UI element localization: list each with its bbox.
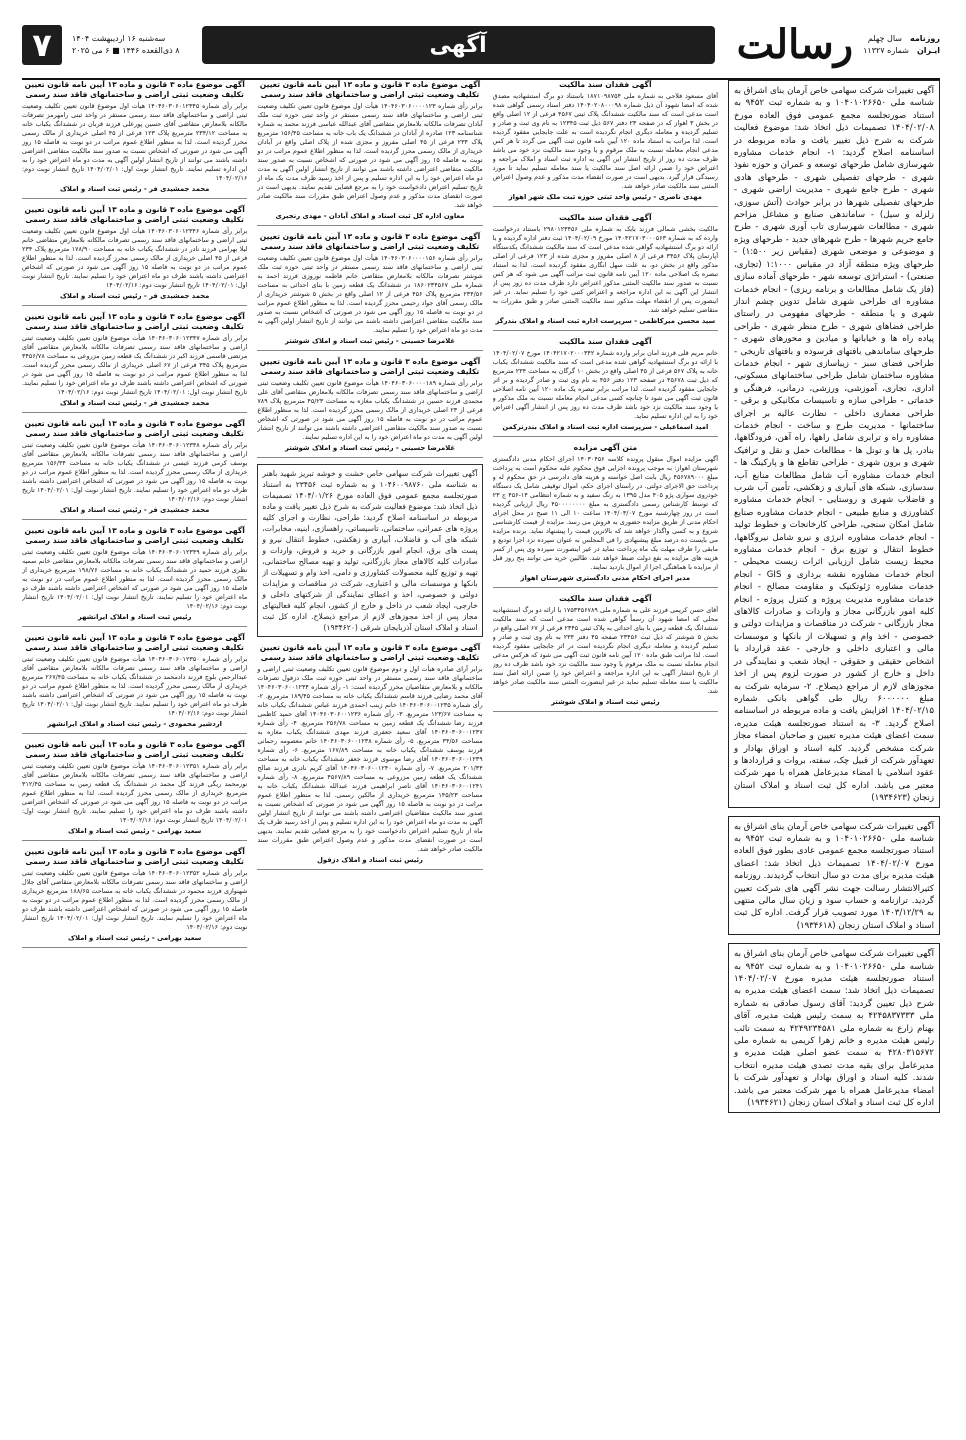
notice (493, 80, 718, 207)
notice-signature: رئیس ثبت اسناد و املاک شوشتر (551, 698, 660, 706)
notice-signature: سید محسن میرکاظمی - سرپرست اداره ثبت اسناد و املاک بندرگز (495, 317, 716, 325)
notice-signature: محمد جمشیدی فر - رئیس ثبت اسناد و املاک (59, 185, 210, 193)
notice-signature: رئیس ثبت اسناد و املاک ایرانشهر (77, 613, 192, 621)
notice-body: برابر رأی شماره ۱۴۰۴۶۰۳۰۶۰۰۰۰۱۵۶ هیأت اول موضوع قانون تعیین تکلیف وضعیت ثبتی اراضی و ساختمانهای فاقد سند رسمی مستقر در واحد ثبتی حوزه ثبت ملک شوشتر تصرفات مالکانه بلامعارض متقاضی خانم فاطمه نوروزی فرزند احمد به شماره ملی ۱۸۶۰۲۳۴۵۶۷ در ششدانگ یک قطعه زمین با بنای احداثی به مساحت ۲۳۴/۵۶ مترمربع پلاک ۴۵۶ فرعی از ۱۲ اصلی واقع در بخش ۵ شوشتر خریداری از مالک رسمی آقای جواد رحیمی محرز گردیده است. لذا به منظور اطلاع عموم مراتب در دو نوبت به فاصله ۱۵ روز آگهی می شود در صورتی که اشخاص نسبت به صدور سند مالکیت متقاضی اعتراضی داشته باشند می توانند از تاریخ انتشار اولین آگهی به مدت دو ماه اعتراض خود را تسلیم نمایند. (257, 254, 483, 334)
notice (493, 337, 718, 437)
notice-body: برابر رأی شماره ۱۴۰۴۶۰۳۰۶۰۱۲۳۵۱ هیأت موضوع قانون تعیین تکلیف وضعیت ثبتی اراضی و ساختمانهای فاقد سند رسمی تصرفات مالکانه بلامعارض متقاضی آقای نورمحمد ریگی فرزند گل محمد در ششدانگ یک قطعه زمین به مساحت ۳۱۲/۴۵ مترمربع خریداری از مالک رسمی محرز گردیده است. لذا به منظور اطلاع عموم مراتب در دو نوبت به فاصله ۱۵ روز آگهی می شود در صورتی که اشخاص اعتراضی داشته باشند ظرف دو ماه اعتراض خود را تسلیم نمایند. تاریخ انتشار نوبت اول: ۱۴۰۴/۰۲/۰۱ تاریخ انتشار نوبت دوم: ۱۴۰۴/۰۲/۱۶ (22, 762, 248, 824)
notice (22, 419, 247, 520)
notice (493, 594, 718, 712)
notice-signature: محمد جمشیدی فر - رئیس ثبت اسناد و املاک (59, 292, 210, 300)
notice (257, 643, 482, 870)
notice-body: آگهی مزایده اموال منقول پرونده کلاسه ۱۴۰۳۰۴۵۶ اجرای احکام مدنی دادگستری شهرستان اهواز: به موجب پرونده اجرایی فوق محکوم علیه محکوم است به پرداخت مبلغ ۴۵۶۷۸۹۰۰۰ ریال بابت اصل خواسته و هزینه های دادرسی در حق محکوم له و پرداخت حق الاجرای دولتی. در راستای اجرای حکم، اموال توقیفی شامل یک دستگاه خودروی سواری پژو ۴۰۵ مدل ۱۳۹۵ به رنگ سفید و به شماره انتظامی ۱۴-۴۵۶ ج ۲۳ که توسط کارشناس رسمی دادگستری به مبلغ ۴۵۰۰۰۰۰۰۰۰ ریال ارزیابی گردیده است در روز چهارشنبه مورخ ۱۴۰۴/۰۳/۰۷ ساعت ۱۰ الی ۱۱ صبح در محل اجرای احکام مدنی از طریق مزایده حضوری به فروش می رسد. مزایده از قیمت کارشناسی شروع و به کسی واگذار خواهد شد که بالاترین قیمت را پیشنهاد نماید. برنده مزایده می بایست ده درصد مبلغ پیشنهادی را فی المجلس به عنوان سپرده نزد اجرا تودیع و مابقی را ظرف مهلت یک ماه پرداخت نماید در غیر اینصورت سپرده وی پس از کسر هزینه های مزایده به نفع دولت ضبط خواهد شد. طالبین خرید می توانند پنج روز قبل از مزایده با هماهنگی اجرا از اموال بازدید نمایند. (492, 455, 718, 571)
company-ad-2 (728, 816, 940, 936)
notice-body: برابر رأی شماره ۱۴۰۴۶۰۳۰۶۰۰۰۰۱۸۹ هیأت موضوع قانون تعیین تکلیف وضعیت ثبتی اراضی و ساختمانهای فاقد سند رسمی تصرفات مالکانه بلامعارض متقاضی آقای علی محمدی فرزند حسین در ششدانگ یکباب مغازه به مساحت ۴۵/۲۳ مترمربع پلاک ۷۸۹ فرعی از ۲۳ اصلی خریداری از مالک رسمی محرز گردیده است. لذا به منظور اطلاع عموم مراتب در دو نوبت به فاصله ۱۵ روز آگهی می شود در صورتی که اشخاص نسبت به صدور سند مالکیت متقاضی اعتراضی داشته باشند می توانند از تاریخ انتشار اولین آگهی به مدت دو ماه اعتراض خود را به این اداره تسلیم نمایند. (257, 379, 483, 441)
notice-title: آگهی موضوع ماده ۳ قانون و ماده ۱۳ آیین نامه قانون تعیین تکلیف وضعیت ثبتی اراضی و ساختمانهای فاقد سند رسمی (24, 526, 245, 545)
notice-body: برابر آرای صادره هیأت اول و دوم موضوع قانون تعیین تکلیف وضعیت ثبتی اراضی و ساختمانهای فاقد سند رسمی مستقر در واحد ثبتی حوزه ثبت ملک دزفول تصرفات مالکانه و بلامعارض متقاضیان محرز گردیده است: ۱- رأی شماره ۱۴۰۴۶۰۳۰۶۰۰۱۲۳۴ آقای محمد رضایی فرزند قاسم ششدانگ یکباب خانه به مساحت ۱۸۹/۴۵ مترمربع. ۲- رأی شماره ۱۴۰۴۶۰۳۰۶۰۰۱۲۳۵ خانم زینب احمدی فرزند عباس ششدانگ یکباب خانه به مساحت ۱۲۳/۶۷ مترمربع. ۳- رأی شماره ۱۴۰۴۶۰۳۰۶۰۰۱۲۳۶ آقای حمید کاظمی فرزند رضا ششدانگ یک قطعه زمین به مساحت ۲۵۶/۷۸ مترمربع. ۴- رأی شماره ۱۴۰۴۶۰۳۰۶۰۰۱۲۳۷ آقای سعید جعفری فرزند مهدی ششدانگ یکباب مغازه به مساحت ۳۴/۵۶ مترمربع. ۵- رأی شماره ۱۴۰۴۶۰۳۰۶۰۰۱۲۳۸ خانم معصومه رحمانی فرزند یوسف ششدانگ یکباب خانه به مساحت ۱۶۷/۸۹ مترمربع. ۶- رأی شماره ۱۴۰۴۶۰۳۰۶۰۰۱۲۳۹ آقای رضا موسوی فرزند جعفر ششدانگ یکباب خانه به مساحت ۲۰۱/۳۴ مترمربع. ۷- رأی شماره ۱۴۰۴۶۰۳۰۶۰۰۱۲۴۰ آقای کریم نادری فرزند صالح ششدانگ یک قطعه زمین مزروعی به مساحت ۴۵۶۷/۸۹ مترمربع. ۸- رأی شماره ۱۴۰۴۶۰۳۰۶۰۰۱۲۴۱ آقای ناصر ابراهیمی فرزند عبدالله ششدانگ یکباب خانه به مساحت ۱۴۵/۲۳ مترمربع خریداری از مالکین رسمی. لذا به منظور اطلاع عموم مراتب در دو نوبت به فاصله ۱۵ روز آگهی می شود در صورتی که اشخاص نسبت به صدور سند مالکیت متقاضیان اعتراضی داشته باشند می توانند از تاریخ انتشار اولین آگهی به مدت دو ماه اعتراض خود را به این اداره تسلیم و پس از اخذ رسید ظرف یک ماه از تاریخ تسلیم اعتراض دادخواست خود را به مرجع قضایی تقدیم نمایند. بدیهی است در صورت انقضای مدت مذکور و عدم وصول اعتراض طبق مقررات سند مالکیت صادر خواهد شد. (257, 665, 483, 853)
company-ad-4-body: آگهی تغییرات شرکت سهامی خاص خشت و خوشه تبریز شهید باهنر به شناسه ملی ۱۰۴۶۰۰۹۸۷۶۰ و به شماره ثبت ۲۳۴۵۶ به استناد صورتجلسه مجمع عمومی فوق العاده مورخ ۱۴۰۴/۰۱/۲۶ تصمیمات ذیل اتخاذ شد: موضوع فعالیت شرکت به شرح ذیل تغییر یافت و ماده مربوطه در اساسنامه اصلاح گردید: طراحی، نظارت و اجرای کلیه پروژه های عمرانی، ساختمانی، تاسیساتی، راهسازی، ابنیه، مخابرات، شبکه های آب و فاضلاب، آبیاری و زهکشی، خطوط انتقال نیرو و پست های برق، انجام امور بازرگانی و خرید و فروش، واردات و صادرات کلیه کالاهای مجاز بازرگانی، تولید و تهیه مصالح ساختمانی، تهیه و توزیع کلیه محصولات کشاورزی و دامی، اخذ وام و تسهیلات از بانکها و موسسات مالی و اعتباری، شرکت در مناقصات و مزایدات دولتی و خصوصی، اخذ و اعطای نمایندگی از شرکتهای داخلی و خارجی، ایجاد شعب در داخل و خارج از کشور، انجام کلیه فعالیتهای مجاز پس از اخذ مجوزهای لازم از مراجع ذیصلاح. اداره کل ثبت اسناد و املاک استان آذربایجان شرقی (۱۹۳۴۶۲۰) (262, 469, 478, 632)
column-4 (22, 80, 247, 1426)
notice (22, 847, 247, 948)
company-ad-1-body: آگهی تغییرات شرکت سهامی خاص آرمان بنای اشراق به شناسه ملی ۱۰۴۰۱۰۲۶۶۵۰ و به شماره ثبت ۹۴۵۲ به استناد صورتجلسه مجمع عمومی فوق العاده مورخ ۱۴۰۴/۰۲/۰۸ تصمیمات ذیل اتخاذ شد: موضوع فعالیت شرکت به شرح ذیل تغییر یافت و ماده مربوطه در اساسنامه اصلاح گردید: ۱- انجام خدمات مشاوره شهرسازی شامل طرحهای توسعه و عمران و حوزه نفوذ شهری - طرحهای تفصیلی شهری - طرحهای هادی شهری - طرح جامع شهری - مدیریت اراضی شهری - طرحهای تفصیلی شهرها در برابر حوادث (آتش سوزی، زلزله و سیل) - ساماندهی صنایع و مشاغل مزاحم شهری - مطالعات شهرسازی تاب آوری شهری - طرح جامع حریم شهرها - طرح شهرهای جدید - طرحهای ویژه و موضوعی و موضعی شهری (مقیاس زیر ۱:۵۰۰) - طرحهای ویژه منطقه آزاد در مقیاس ۱:۱۰۰۰ (تجاری، صنعتی) - استراتژی توسعه شهر - طرحهای آماده سازی (فاز یک شامل مطالعات و برنامه ریزی) - انجام خدمات مشاوره ای طراحی شهری شامل تدوین چشم انداز شهری و یا منطقه - طرحهای مفهومی در راستای طراحی فضاهای شهری - طرح منظر شهری - طراحی پیاده راه ها و خیابانها و میادین و محورهای شهری - طرحهای ساماندهی بافتهای فرسوده و بافتهای تاریخی - طراحی فضای سبز - زیباسازی شهر - انجام خدمات مشاوره ساختمان شامل طراحی ساختمانهای مسکونی، اداری، تجاری، آموزشی، ورزشی، درمانی، فرهنگی و خدماتی - طراحی سازه و تاسیسات مکانیکی و برقی - طراحی معماری داخلی - نظارت عالیه بر اجرای ساختمانها - مدیریت طرح و ساخت - انجام خدمات مشاوره راه و ترابری شامل راهها، راه آهن، فرودگاهها، بنادر، پل ها و تونل ها - مطالعات حمل و نقل و ترافیک شهری و برون شهری - طراحی تقاطع ها و پارکینگ ها - انجام خدمات مشاوره آب شامل مطالعات منابع آب، سدسازی، شبکه های آبیاری و زهکشی، تأمین آب شرب و فاضلاب شهری و روستایی - انجام خدمات مشاوره کشاورزی و منابع طبیعی - انجام خدمات مشاوره صنایع شامل امکان سنجی، طراحی کارخانجات و خطوط تولید - انجام خدمات مشاوره انرژی و نیرو شامل نیروگاهها، خطوط انتقال و توزیع برق - انجام خدمات مشاوره محیط زیست شامل ارزیابی اثرات زیست محیطی - انجام خدمات مشاوره نقشه برداری و GIS - انجام خدمات مشاوره ژئوتکنیک و مقاومت مصالح - انجام خدمات مشاوره مدیریت پروژه و کنترل پروژه - انجام کلیه امور بازرگانی مجاز و واردات و صادرات کالاهای مجاز بازرگانی - شرکت در مناقصات و مزایدات دولتی و خصوصی - اخذ وام و تسهیلات از بانکها و موسسات مالی و اعتباری داخلی و خارجی - عقد قرارداد با اشخاص حقیقی و حقوقی - ایجاد شعب و نمایندگی در داخل و خارج از کشور در صورت لزوم پس از اخذ مجوزهای لازم از مراجع ذیصلاح. ۲- سرمایه شرکت به مبلغ ۶۰۰۰۰۰۰ ریال طی گواهی بانکی شماره ۱۴۰۴/۰۲/۱۵ افزایش یافت و ماده مربوطه در اساسنامه اصلاح گردید. ۳- به استناد صورتجلسه هیئت مدیره، سمت اعضای هیئت مدیره تعیین و صاحبان امضاء مجاز شرکت مشخص گردید. کلیه اسناد و اوراق بهادار و تعهدآور شرکت از قبیل چک، سفته، بروات و قراردادها و عقود اسلامی با امضاء مدیرعامل همراه با مهر شرکت معتبر می باشد. اداره کل ثبت اسناد و املاک استان زنجان (۱۹۳۴۶۲۳) (734, 86, 935, 804)
notice-title: آگهی موضوع ماده ۳ قانون و ماده ۱۳ آیین نامه قانون تعیین تکلیف وضعیت ثبتی اراضی و ساختمانهای فاقد سند رسمی (24, 419, 245, 438)
notice (22, 526, 247, 627)
notice-title: آگهی موضوع ماده ۳ قانون و ماده ۱۳ آیین نامه قانون تعیین تکلیف وضعیت ثبتی اراضی و ساختمانهای فاقد سند رسمی (24, 740, 245, 759)
notice (493, 213, 718, 331)
issue-date-2: ۸ ذی‌القعده ۱۴۴۶ ■ ۶ می ۲۰۲۵ (72, 46, 180, 55)
notice (22, 205, 247, 306)
notice-body: برابر رأی شماره ۱۴۰۴۶۰۳۰۶۰۱۲۳۵۲ هیأت موضوع قانون تعیین تکلیف وضعیت ثبتی اراضی و ساختمانهای فاقد سند رسمی تصرفات مالکانه بلامعارض متقاضی آقای جلال شهنوازی فرزند محمود در ششدانگ یکباب خانه به مساحت ۱۸۸/۶۵ مترمربع خریداری از مالک رسمی محرز گردیده است. لذا به منظور اطلاع عموم مراتب در دو نوبت به فاصله ۱۵ روز آگهی می شود در صورتی که اشخاص اعتراضی داشته باشند ظرف دو ماه اعتراض خود را تسلیم نمایند. تاریخ انتشار نوبت اول: ۱۴۰۴/۰۲/۰۱ تاریخ انتشار نوبت دوم: ۱۴۰۴/۰۲/۱۶ (22, 869, 248, 931)
company-ad-3-body: آگهی تغییرات شرکت سهامی خاص آرمان بنای اشراق به شناسه ملی ۱۰۴۰۱۰۲۶۶۵۰ و به شماره ثبت ۹۴۵۲ به استناد صورتجلسه هیئت مدیره مورخ ۱۴۰۴/۰۲/۰۷ تصمیمات ذیل اتخاذ شد: سمت اعضای هیئت مدیره به شرح ذیل تعیین گردید: آقای رسول صادقی به شماره ملی ۴۲۴۵۸۳۷۳۳۳ به سمت رئیس هیئت مدیره، آقای بهنام زارع به شماره ملی ۴۲۴۹۲۳۴۵۸۱ به سمت نائب رئیس هیئت مدیره و خانم زهرا کریمی به شماره ملی ۴۲۸۰۳۱۵۶۷۲ به سمت عضو اصلی هیئت مدیره و مدیرعامل برای بقیه مدت تصدی هیئت مدیره انتخاب شدند. کلیه اسناد و اوراق بهادار و تعهدآور شرکت با امضاء مدیرعامل همراه با مهر شرکت معتبر می باشد. اداره کل ثبت اسناد و املاک استان زنجان (۱۹۳۴۶۲۱) (734, 949, 935, 1109)
newspaper-logo: رسالت (736, 21, 854, 68)
notice-title: آگهی فقدان سند مالکیت (559, 80, 652, 89)
notice-signature: سعید بهرامی - رئیس ثبت اسناد و املاک (67, 827, 202, 835)
notice-signature: محمد جمشیدی فر - رئیس ثبت اسناد و املاک (59, 399, 210, 407)
notice-title: متن آگهی مزایده (573, 443, 638, 452)
notice-signature: مدیر اجرای احکام مدنی دادگستری شهرستان اهواز (520, 574, 691, 582)
company-ad-1 (728, 80, 940, 808)
notice-body: برابر رأی شماره ۱۴۰۴۶۰۳۰۶۰۱۲۳۴۸ هیأت موضوع قانون تعیین تکلیف وضعیت ثبتی اراضی و ساختمانهای فاقد سند رسمی تصرفات مالکانه بلامعارض متقاضی آقای یوسف کرمی فرزند عیسی در ششدانگ یکباب خانه به مساحت ۱۵۶/۳۴ مترمربع خریداری از مالک رسمی محرز گردیده است. لذا به منظور اطلاع عموم مراتب در دو نوبت به فاصله ۱۵ روز آگهی می شود در صورتی که اشخاص اعتراضی داشته باشند ظرف دو ماه اعتراض خود را تسلیم نمایند. تاریخ انتشار نوبت اول: ۱۴۰۴/۰۲/۰۱ تاریخ انتشار نوبت دوم: ۱۴۰۴/۰۲/۱۶ (22, 441, 248, 503)
masthead (22, 22, 940, 68)
notice-title: آگهی موضوع ماده ۳ قانون و ماده ۱۳ آیین نامه قانون تعیین تکلیف وضعیت ثبتی اراضی و ساختمانهای فاقد سند رسمی (24, 205, 245, 224)
notice (22, 633, 247, 734)
notice-body: آقای حسن کریمی فرزند علی به شماره ملی ۱۷۵۳۴۵۶۷۸۹ با ارائه دو برگ استشهادیه محلی که امضا شهود آن رسماً گواهی شده است مدعی است که سند مالکیت ششدانگ یک قطعه زمین با بنای احداثی به پلاک ثبتی ۲۳۴۵ فرعی از ۶۷ اصلی واقع در بخش ۵ شوشتر که ذیل ثبت ۲۳۴۵۶ صفحه ۴۵ دفتر ۲۳۴ به نام وی ثبت و صادر و تسلیم گردیده و معامله دیگری انجام نگردیده است در اثر جابجایی مفقود گردیده است. لذا مراتب طبق ماده ۱۲۰ آیین نامه قانون ثبت آگهی می شود که هرکس مدعی انجام معامله نسبت به ملک مرقوم یا وجود سند مالکیت نزد خود باشد ظرف ده روز از تاریخ انتشار آگهی به این اداره مراجعه و اعتراض خود را ضمن ارائه اصل سند مالکیت یا سند معامله تسلیم نماید در غیر اینصورت المثنی سند مالکیت صادر خواهد شد. (492, 606, 718, 695)
notice-signature: محمد جمشیدی فر - رئیس ثبت اسناد و املاک (59, 506, 210, 514)
notice-title: آگهی موضوع ماده ۳ قانون و ماده ۱۳ آیین نامه قانون تعیین تکلیف وضعیت ثبتی اراضی و ساختمانهای فاقد سند رسمی (24, 312, 245, 331)
section-title: آگهی (429, 32, 487, 58)
ad-columns (22, 80, 940, 1426)
notice-title: آگهی موضوع ماده ۳ قانون و ماده ۱۳ آیین نامه قانون تعیین تکلیف وضعیت ثبتی اراضی و ساختمانهای فاقد سند رسمی (259, 232, 481, 251)
notice (22, 80, 247, 199)
notice-signature: غلامرضا حسینی - رئیس ثبت اسناد و املاک شوشتر (284, 444, 456, 452)
notice-body: برابر رأی شماره ۱۴۰۴۶۰۳۰۶۰۱۲۳۴۹ هیأت موضوع قانون تعیین تکلیف وضعیت ثبتی اراضی و ساختمانهای فاقد سند رسمی تصرفات مالکانه بلامعارض متقاضی خانم سمیه نظری فرزند حمید در ششدانگ یکباب خانه به مساحت ۱۹۸/۷۶ مترمربع خریداری از مالک رسمی محرز گردیده است. لذا به منظور اطلاع عموم مراتب در دو نوبت به فاصله ۱۵ روز آگهی می شود در صورتی که اشخاص اعتراضی داشته باشند ظرف دو ماه اعتراض خود را تسلیم نمایند. تاریخ انتشار نوبت اول: ۱۴۰۴/۰۲/۰۱ تاریخ انتشار نوبت دوم: ۱۴۰۴/۰۲/۱۶ (22, 548, 248, 610)
column-3 (257, 80, 482, 1426)
section-title-bar (202, 26, 715, 64)
company-ad-2-body: آگهی تغییرات شرکت سهامی خاص آرمان بنای اشراق به شناسه ملی ۱۰۴۰۱۰۲۶۶۵۰ و به شماره ثبت ۹۴۵۲ به استناد صورتجلسه مجمع عمومی عادی بطور فوق العاده مورخ ۱۴۰۴/۰۲/۰۷ تصمیمات ذیل اتخاذ شد: اعضای هیئت مدیره برای مدت دو سال انتخاب گردیدند. روزنامه کثیرالانتشار رسالت جهت نشر آگهی های شرکت تعیین گردید. ترازنامه و حساب سود و زیان سال مالی منتهی به ۱۴۰۳/۱۲/۲۹ مورد تصویب قرار گرفت. اداره کل ثبت اسناد و املاک استان زنجان (۱۹۳۴۶۱۸) (734, 821, 935, 931)
meta-label-1: روزنامه (910, 34, 940, 43)
notice (22, 312, 247, 413)
notice-title: آگهی موضوع ماده ۳ قانون و ماده ۱۳ آیین نامه قانون تعیین تکلیف وضعیت ثبتی اراضی و ساختمانهای فاقد سند رسمی (259, 357, 481, 376)
logo-block (736, 21, 940, 68)
page-info (22, 25, 180, 65)
meta-label-2: ایـران (916, 46, 940, 55)
notice-title: آگهی موضوع ماده ۳ قانون و ماده ۱۳ آیین نامه قانون تعیین تکلیف وضعیت ثبتی اراضی و ساختمانهای فاقد سند رسمی (259, 80, 481, 99)
notice-signature: رئیس ثبت اسناد و املاک دزفول (317, 856, 423, 864)
notice-signature: سعید بهرامی - رئیس ثبت اسناد و املاک (67, 934, 202, 942)
company-ad-3 (728, 943, 940, 1112)
notice-body: خانم مریم قلی فرزند امان برابر وارده شماره ۱۴۰۴۲۱۷۰۲۰۰۰۳۴۲ مورخ ۱۴۰۴/۰۲/۰۷ با ارائه دو برگ استشهادیه گواهی شده مدعی است که سند مالکیت ششدانگ یکباب خانه به پلاک ۵۶۷ فرعی از ۴۵ اصلی واقع در بخش ۱۰ گرگان به مساحت ۲۳۴ مترمربع که ذیل ثبت ۴۵۶۷۸ در صفحه ۱۲۳ دفتر ۴۵۶ به نام وی ثبت و صادر گردیده و بر اثر جابجایی مفقود گردیده است. لذا مراتب برابر تبصره یک ماده ۱۲۰ آیین نامه اصلاحی قانون ثبت آگهی می شود تا چنانچه کسی مدعی انجام معامله نسبت به ملک مذکور و یا وجود سند مالکیت نزد خود باشد ظرف مدت ده روز پس از انتشار آگهی اعتراض خود را به این اداره تسلیم نماید. (492, 349, 718, 420)
meta-value-1: سال چهلم (867, 34, 902, 43)
column-1 (728, 80, 940, 1426)
meta-row-1 (863, 33, 940, 45)
notice-body: برابر رأی شماره ۱۴۰۴۶۰۳۰۶۰۱۲۳۴۵ هیأت اول موضوع قانون تعیین تکلیف وضعیت ثبتی اراضی و ساختمانهای فاقد سند رسمی مستقر در واحد ثبتی رامهرمز تصرفات مالکانه بلامعارض متقاضی آقای حسین پورعلی فرزند قربان در ششدانگ یکباب خانه به مساحت ۲۳۴/۱۲ مترمربع پلاک ۱۲۳ فرعی از ۴۵ اصلی خریداری از مالک رسمی محرز گردیده است. لذا به منظور اطلاع عموم مراتب در دو نوبت به فاصله ۱۵ روز آگهی می شود در صورتی که اشخاص نسبت به صدور سند مالکیت متقاضی اعتراضی داشته باشند می توانند از تاریخ انتشار اولین آگهی به مدت دو ماه اعتراض خود را به این اداره تسلیم نمایند. تاریخ انتشار نوبت اول: ۱۴۰۴/۰۲/۰۱ تاریخ انتشار نوبت دوم: ۱۴۰۴/۰۲/۱۶ (22, 102, 248, 182)
notice (493, 443, 718, 588)
notice-signature: اردشیر محمودی - رئیس ثبت اسناد و املاک ایرانشهر (47, 720, 222, 728)
page-number: ۷ (22, 25, 62, 65)
issue-date-1: سه‌شنبه ۱۶ اردیبهشت ۱۴۰۴ (72, 34, 166, 43)
notice (257, 357, 482, 458)
meta-value-2: شماره ۱۱۳۲۷ (863, 46, 909, 55)
company-ad-4 (257, 464, 482, 637)
column-2 (493, 80, 718, 1426)
notice-signature: امید اسماعیلی - سرپرست اداره ثبت اسناد و املاک بندرترکمن (502, 423, 709, 431)
notice-title: آگهی موضوع ماده ۳ قانون و ماده ۱۳ آیین نامه قانون تعیین تکلیف وضعیت ثبتی اراضی و ساختمانهای فاقد سند رسمی (24, 80, 245, 99)
notice-signature: معاون اداره کل ثبت اسناد و املاک آبادان - مهدی رنجبری (275, 212, 465, 220)
notice-title: آگهی موضوع ماده ۳ قانون و ماده ۱۳ آیین نامه قانون تعیین تکلیف وضعیت ثبتی اراضی و ساختمانهای فاقد سند رسمی (24, 633, 245, 652)
notice (257, 232, 482, 351)
notice-title: آگهی فقدان سند مالکیت (559, 594, 652, 603)
notice (257, 80, 482, 226)
notice-body: مالکیت بخشی شمالی فرزند بابک به شماره ملی ۲۹۸۰۱۲۳۴۵۶ باستناد درخواست وارده که به شماره ۱۴۰۴۲۱۷۰۳۰۰۰۵۶۳ مورخ ۱۴۰۴/۰۲/۰۹ ثبت دفتر اداره گردیده و با ارائه دو برگ استشهادیه گواهی شده مدعی است که سند مالکیت ششدانگ یکدستگاه آپارتمان پلاک ۳۴۵۶ فرعی از ۸ اصلی مفروز و مجزی شده از ۱۲۳ فرعی از اصلی مذکور واقع در بخش دو، به علت سهل انگاری مفقود گردیده است. لذا به استناد تبصره یک اصلاحی ماده ۱۲۰ آیین نامه قانون ثبت مراتب آگهی می شود که هر کس نسبت به صدور سند مالکیت المثنی مذکور اعتراض دارد ظرف مدت ده روز پس از انتشار این آگهی به این اداره مراجعه و اعتراض کتبی خود را تسلیم نماید. در غیر اینصورت پس از انقضاء مهلت مذکور سند مالکیت المثنی صادر و طبق مقررات به متقاضی تسلیم خواهد شد. (492, 225, 718, 314)
notice-signature: غلامرضا حسینی - رئیس ثبت اسناد و املاک شوشتر (284, 337, 456, 345)
notice-signature: مهدی ناصری - رئیس واحد ثبتی حوزه ثبت ملک شهر اهواز (508, 193, 702, 201)
meta-row-2 (863, 45, 940, 57)
notice-body: برابر رأی شماره ۱۴۰۴۶۰۳۰۶۰۱۲۳۴۷ هیأت موضوع قانون تعیین تکلیف وضعیت ثبتی اراضی و ساختمانهای فاقد سند رسمی تصرفات مالکانه بلامعارض متقاضی آقای مرتضی قاسمی فرزند اکبر در ششدانگ یک قطعه زمین مزروعی به مساحت ۳۴۵۶/۷۸ مترمربع پلاک ۳۴۵ فرعی از ۶۷ اصلی خریداری از مالک رسمی محرز گردیده است. لذا به منظور اطلاع عموم مراتب در دو نوبت به فاصله ۱۵ روز آگهی می شود در صورتی که اشخاص اعتراضی داشته باشند ظرف دو ماه اعتراض خود را تسلیم نمایند. تاریخ انتشار نوبت اول: ۱۴۰۴/۰۲/۰۱ تاریخ انتشار نوبت دوم: ۱۴۰۴/۰۲/۱۶ (22, 334, 248, 396)
notice-title: آگهی فقدان سند مالکیت (559, 337, 652, 346)
notice-title: آگهی فقدان سند مالکیت (559, 213, 652, 222)
notice-body: برابر رأی شماره ۱۴۰۴۶۰۳۰۶۰۱۲۳۴۶ هیأت اول موضوع قانون تعیین تکلیف وضعیت ثبتی اراضی و ساختمانهای فاقد سند رسمی تصرفات مالکانه بلامعارض متقاضی خانم لیلا بهرامی فرزند نادر در ششدانگ یکباب خانه به مساحت ۱۷۸/۹۰ مترمربع پلاک ۲۳۴ فرعی از ۴۵ اصلی خریداری از مالک رسمی محرز گردیده است. لذا به منظور اطلاع عموم مراتب در دو نوبت به فاصله ۱۵ روز آگهی می شود در صورتی که اشخاص اعتراضی داشته باشند ظرف دو ماه اعتراض خود را تسلیم نمایند. تاریخ انتشار نوبت اول: ۱۴۰۴/۰۲/۰۱ تاریخ انتشار نوبت دوم: ۱۴۰۴/۰۲/۱۶ (22, 227, 248, 289)
notice-title: آگهی موضوع ماده ۳ قانون و ماده ۱۳ آیین نامه قانون تعیین تکلیف وضعیت ثبتی اراضی و ساختمانهای فاقد سند رسمی (259, 643, 481, 662)
notice-title: آگهی موضوع ماده ۳ قانون و ماده ۱۳ آیین نامه قانون تعیین تکلیف وضعیت ثبتی اراضی و ساختمانهای فاقد سند رسمی (24, 847, 245, 866)
notice-body: برابر رأی شماره ۱۴۰۴۶۰۳۰۶۰۱۲۳۵۰ هیأت موضوع قانون تعیین تکلیف وضعیت ثبتی اراضی و ساختمانهای فاقد سند رسمی تصرفات مالکانه بلامعارض متقاضی آقای عبدالرحمن بلوچ فرزند دادمحمد در ششدانگ یکباب خانه به مساحت ۲۶۷/۴۵ مترمربع خریداری از مالک رسمی محرز گردیده است. لذا به منظور اطلاع عموم مراتب در دو نوبت به فاصله ۱۵ روز آگهی می شود در صورتی که اشخاص اعتراضی داشته باشند ظرف دو ماه اعتراض خود را تسلیم نمایند. تاریخ انتشار نوبت اول: ۱۴۰۴/۰۲/۰۱ تاریخ انتشار نوبت دوم: ۱۴۰۴/۰۲/۱۶ (22, 655, 248, 717)
issue-dates (72, 33, 180, 57)
notice-body: آقای مسعود فلاحی به شماره ملی ۱۸۷۱۰۹۸۷۵۴ باستناد دو برگ استشهادیه مصدق شده که امضا شهود آن ذیل شماره ۱۴۰۴۰۲۰۸۰۰۰۹۸ دفتر اسناد رسمی گواهی شده است مدعی است که سند مالکیت ششدانگ پلاک ثبتی ۴۵۶۷ فرعی از ۱۲ اصلی واقع در بخش ۳ اهواز که در صفحه ۲۳ دفتر ۵۶۷ ذیل ثبت ۱۲۳۴۵ به نام وی ثبت و صادر و تسلیم گردیده و معامله دیگری انجام نگردیده است به علت جابجایی مفقود گردیده است. لذا مراتب به استناد ماده ۱۲۰ آیین نامه قانون ثبت آگهی می گردد تا هر کس مدعی انجام معامله نسبت به ملک مرقوم و یا وجود سند مالکیت نزد خود می باشد ظرف مدت ده روز از تاریخ انتشار این آگهی به اداره ثبت اسناد و املاک مراجعه و اعتراض خود را ضمن ارائه اصل سند مالکیت یا سند معامله تسلیم نماید تا مورد رسیدگی قرار گیرد. بدیهی است در صورت انقضاء مدت مذکور و عدم وصول اعتراض المثنی سند مالکیت صادر خواهد شد. (492, 92, 718, 190)
notice (22, 740, 247, 841)
masthead-meta (863, 33, 940, 57)
notice-body: برابر رأی شماره ۱۴۰۴۶۰۳۰۶۰۰۰۰۱۲۳ هیأت اول موضوع قانون تعیین تکلیف وضعیت ثبتی اراضی و ساختمانهای فاقد سند رسمی مستقر در واحد ثبتی حوزه ثبت ملک آبادان تصرفات مالکانه بلامعارض متقاضی آقای عبدالله عباسی فرزند محمد به شماره شناسنامه ۱۲۳ صادره از آبادان در ششدانگ یک باب خانه به مساحت ۱۵۶/۴۵ مترمربع پلاک ۲۳۴ فرعی از ۴۵ اصلی مفروز و مجزی شده از پلاک اصلی واقع در آبادان خریداری از مالک رسمی محرز گردیده است. لذا به منظور اطلاع عموم مراتب در دو نوبت به فاصله ۱۵ روز آگهی می شود در صورتی که اشخاص نسبت به صدور سند مالکیت متقاضی اعتراضی داشته باشند می توانند از تاریخ انتشار اولین آگهی به مدت دو ماه اعتراض خود را به این اداره تسلیم و پس از اخذ رسید ظرف مدت یک ماه از تاریخ تسلیم اعتراض دادخواست خود را به مرجع قضایی تقدیم نمایند. بدیهی است در صورت انقضای مدت مذکور و عدم وصول اعتراض طبق مقررات سند مالکیت صادر خواهد شد. (257, 102, 483, 209)
